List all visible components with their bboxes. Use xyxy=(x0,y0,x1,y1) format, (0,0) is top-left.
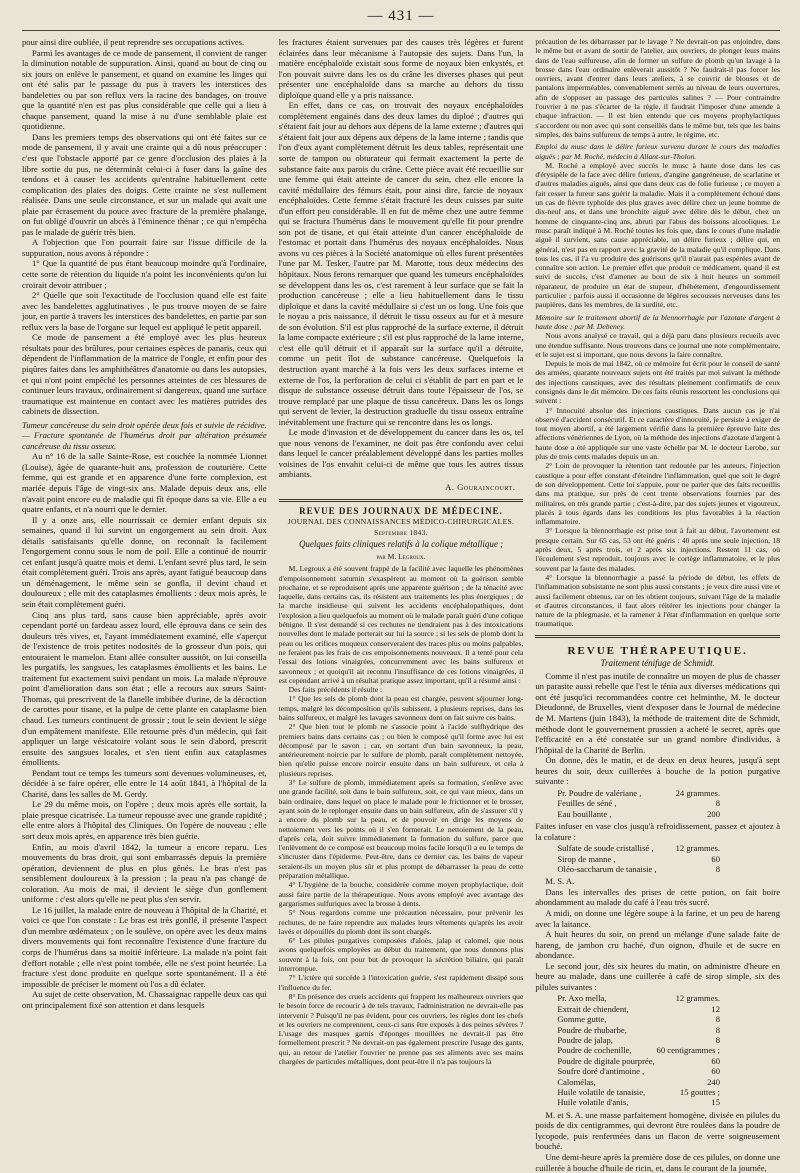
quantity: 12 xyxy=(711,1003,721,1014)
paragraph: 7° L'ictère qui succède à l'intoxication guérie, s'est rapidement dissipé sous l'influence du fer. xyxy=(278,973,524,992)
paragraph: 1° Que les sels de plomb dont la peau est chargée, peuvent séjourner long-temps, malgré les décomposition qu'ils subissent, à plusieurs reprises, dans les bains sulfureux, et malgré les lavages savonneux dont on fait suivre ces bains. xyxy=(278,694,524,722)
recipe-row xyxy=(535,843,780,853)
quantity: 8 xyxy=(715,798,721,809)
ingredient: Huile volatile d'anis, xyxy=(557,1097,629,1108)
columns xyxy=(22,37,781,1173)
ingredient: Sulfate de soude cristallisé , xyxy=(557,843,654,854)
ingredient: Poudre de jalap, xyxy=(557,1034,613,1045)
recipe-row xyxy=(535,1004,780,1014)
page-number: — 431 — xyxy=(367,8,435,24)
ingredient: Soufre doré d'antimoine , xyxy=(557,1066,645,1077)
quantity: 12 grammes. xyxy=(675,843,721,854)
paragraph: M. Legroux a été souvent frappé de la facilité avec laquelle les phénomènes d'empoisonnement saturnin s'exaspèrent au moment où la guérison semble prochaine, et se reproduisent après une apparente guérison ; de la ténacité avec laquelle, dans certains cas, ils résistent aux traitements les plus énergiques ; de la marche insidieuse qui suivent les accidents encéphalopathiques, dont l'explosion a lieu quelquefois au moment où le malade paraît guéri d'une colique bénigne. Il s'est demandé si ces rechutes ne tiendraient pas à des intoxications nouvelles dont le malade porterait sur lui la source ; si les sels de plomb dont la peau ou les orifices muqueux conserveraient des traces plus ou moins palpables, ne feraient pas les frais de ces empoisonnements nouveaux. Il a tenté pour cela l'essai des lotions vinaigrées, concurremment avec les bains sulfureux et savonneux ; et quoiqu'il ait reconnu l'insuffisance de ces lotions vinaigrées, il est cependant arrivé à un résultat pratique assez important, qu'il a résumé ainsi : xyxy=(278,564,524,685)
paragraph: Au sujet de cette observation, M. Chassaignac rappelle deux cas qui ont principalement fixé son attention et dans lesquels xyxy=(22,989,267,1010)
article-title: Traitement ténifuge de Schmidt. xyxy=(600,658,715,669)
paragraph: Pendant tout ce temps les tumeurs sont devenues volumineuses, et, décidée à se faire opérer, elle entre le 14 août 1841, à l'hôpital de la Charité, dans les salles de M. Gerdy. xyxy=(22,767,267,799)
paragraph: Enfin, au mois d'avril 1842, la tumeur a encore reparu. Les mouvements du bras droit, qui sont embarrassés depuis la première opération, deviennent de plus en plus gênés. Le bras n'est pas sensiblement douloureux à la pression ; la peau n'a pas changé de coloration. Au mois de mai, il devient le siège d'un gonflement uniforme : c'est alors qu'elle ne peut plus s'en servir. xyxy=(22,841,267,905)
paragraph: M. S. A. xyxy=(545,876,575,887)
recipe-row xyxy=(535,854,780,864)
recipe-row xyxy=(535,1066,780,1076)
paragraph: Au n° 16 de la salle Sainte-Rose, est couchée la nommée Lionnet (Louise), âgée de quarante-huit ans, profession de couturière. Cette femme, qui est grande et en apparence d'une forte complexion, est mariée depuis l'âge de vingt-six ans. Malade depuis deux ans, elle n'avait point encore eu de maladie qui fît époque dans sa vie. Elle a eu quatre enfants, et n'a nourri que le dernier. xyxy=(22,451,267,515)
paragraph: 2° Loin de provoquer la rétention tant redoutée par les auteurs, l'injection caustique a pour effet constant d'éteindre l'inflammation, quel que soit le degré de son développement. Cette loi s'appuie, pour ne parler que des faits recueillis dans ma pratique, sur près de cent trente observations fournies par des militaires, en très grande partie ; c'est-à-dire, par des sujets jeunes et vigoureux, placés à tous égards dans les conditions les plus favorables à la réaction inflammatoire. xyxy=(535,461,781,527)
section-title: REVUE DES JOURNAUX DE MÉDECINE. xyxy=(299,505,503,516)
article-title: Quelques faits cliniques relatifs à la colique métallique ; xyxy=(298,539,504,550)
ingredient: Oléo-saccharum de tanaisie , xyxy=(557,863,657,874)
section-title: REVUE THÉRAPEUTIQUE. xyxy=(567,644,748,657)
paragraph: A huit heures du soir, on prend un mélange d'une salade faite de hareng, de jambon cru haché, d'un oignon, d'huile et de sucre en abondance. xyxy=(535,929,781,961)
article-heading: Mémoire sur le traitement abortif de la blennorrhagie par l'azotate d'argent à haute dose ; par M. Debeney. xyxy=(535,312,781,331)
paragraph: Le second jour, dès six heures du matin, on administre d'heure en heure au malade, dans une cuillerée à café de sirop simple, six des pilules suivantes : xyxy=(535,960,781,992)
article-author: par M. Legroux. xyxy=(376,551,426,561)
paragraph: Dans les intervalles des prises de cette potion, on fait boire abondamment au malade du café à l'eau très sucré. xyxy=(535,886,781,908)
recipe-table xyxy=(535,843,780,874)
ingredient: Pr. Poudre de valériane , xyxy=(557,787,642,798)
ingredient: Pr. Axo mella, xyxy=(557,993,607,1004)
ingredient: Feuilles de séné , xyxy=(557,798,617,809)
ingredient: Calomélas, xyxy=(557,1076,596,1087)
paragraph: 2° Que bien tout le plomb ne s'associe point à l'acide sulfhydrique des premiers bains dans certains cas ; ou bien le composé qu'il forme avec lui est décomposé par le savon ; car, en sortant d'un bain savonneux, la peau, antérieurement noircie par le sulfure de plomb, paraît complètement nettoyée, bien qu'elle puisse encore noircir ensuite dans un bain sulfureux, et cela à plusieurs reprises. xyxy=(278,722,524,778)
quantity: 12 grammes. xyxy=(675,993,721,1004)
paragraph: les fractures étaient survenues par des causes très légères et furent éclairées dans leur mécanisme à l'autopsie des sujets. Dans l'un, la matière encéphaloïde existait sous forme de noyaux bien enkystés, et l'on pouvait suivre dans les os du crâne les diverses phases qui peut présenter une encéphaloïde dans sa marche au dehors du tissu diploïque quand elle y a pris naissance. xyxy=(278,37,524,100)
paragraph: M. Roché a employé avec succès le musc à haute dose dans les cas d'érysipèle de la face avec délire furieux, d'angine gangréneuse, de scarlatine et d'autres maladies aiguës, ainsi que dans deux cas de folie furieuse ; ce moyen a fait cesser la fureur sans guérir la maladie. Mais il a complètement échoué dans un cas de fièvre typhoïde des plus graves avec délire chez un jeune homme de dix-neuf ans, et dans une bronchite aiguë avec délire dès le début, chez un homme de cinquante-cinq ans, abruti par l'abus des boissons alcooliques. Le musc paraît indiqué à M. Roché toutes les fois que, dans le cours d'une maladie aiguë il survient, sans cause appréciable, un délire furieux ; délire qui, en général, n'est pas en rapport avec la gravité de la maladie qu'il complique. Dans tous les cas, il l'a vu produire des guérisons qu'il n'aurait pas espérées avant de connaître son action. Le premier effet que produit ce médicament, quand il est suivi de succès, c'est d'amener au bout de six à huit heures un sommeil réparateur, de produire un état de stupeur, d'hébétement, d'engourdissement particulier ; parfois aussi il occasionne de légères secousses nerveuses dans les paupières, dans les membres, de la surdité, etc. xyxy=(535,160,781,310)
recipe-row xyxy=(535,1056,780,1066)
paragraph: Faites infuser en vase clos jusqu'à refroidissement, passez et ajoutez à la colature : xyxy=(535,821,781,842)
left-column xyxy=(22,37,267,1131)
paragraph: Il y a onze ans, elle nourrissait ce dernier enfant depuis six semaines, quand il lui survint un engorgement au sein droit. Aux détails satisfaisants qu'elle donne, on reconnaît la facilement l'engorgement connu sous le nom de poil. Elle a continué de nourrir cet enfant jusqu'à quatre mois et demi. L'enfant sevré plus tard, le sein était complètement guéri. Trois ans après, ayant fatigué beaucoup dans un déménagement, le même sein se gonfla, il devint chaud et douloureux ; elle mit des cataplasmes émollients : deux mois après, le sein était complètement guéri. xyxy=(22,514,267,609)
ingredient: Sirop de manne , xyxy=(557,853,616,864)
ingredient: Poudre de rhubarbe, xyxy=(557,1024,627,1035)
paragraph: 4° L'hygiène de la bouche, considérée comme moyen prophylactique, doit aussi faire partie de la thérapeutique. Nous avons employé avec avantage des gargarismes sulfuriques avec la brosse à dents. xyxy=(278,880,524,908)
quantity: 8 xyxy=(715,863,721,874)
section-divider xyxy=(535,635,780,638)
ingredient: Poudre de digitale pourprée, xyxy=(557,1055,655,1066)
paragraph: Le 16 juillet, la malade entre de nouveau à l'hôpital de la Charité, et voici ce que l'on constate : Le bras est très gonflé, il présente l'aspect d'un membre œdémateux ; on le soulève, on opère avec les deux mains divers mouvements qui font reconnaître l'existence d'une fracture du corps de l'humérus dans sa moitié inférieure. La malade n'a point fait d'effort notable ; elle n'est point tombée, elle ne s'est point heurtée. La fracture s'est donc produite en quelque sorte spontanément. Il a été impossible de préciser le moment où l'os a dû éclater. xyxy=(22,904,267,989)
paragraph: Depuis le mois de mai 1842, où ce mémoire fut écrit pour le conseil de santé des armées, quarante nouveaux sujets ont été traités par moi suivant la méthode des injections caustiques, avec des résultats pleinement confirmatifs de ceux consignés dans le dit mémoire. De ces faits réunis ressortent les conclusions qui suivent : xyxy=(535,359,781,406)
quantity: 24 grammes. xyxy=(675,787,721,798)
paragraph: 2° Quelle que soit l'exactitude de l'occlusion quand elle est faite avec les bandelettes agglutinatives , le pus trouve moyen de se faire jour, en partie à travers les interstices des bandelettes, en partie par son reflux vers la base de l'organe sur lequel est appliqué le petit appareil. xyxy=(22,290,267,332)
quantity: 60 centigrammes ; xyxy=(656,1045,721,1056)
paragraph: 1° Innocuité absolue des injections caustiques. Dans aucun cas je n'ai observé d'accident consécutif. Et ce caractère d'innocuité, je persiste à exiger de tout moyen abortif, a été largement vérifié dans la première épreuve faite des affections vénériennes de Lyon, où la méthode des injections d'azotate d'argent à haute dose a été appliquée sur une vaste échelle par M. le docteur Lerobe, sur plus de trois cents malades depuis un an. xyxy=(535,405,781,462)
paragraph: M. et S. A. une masse parfaitement homogène, divisée en pilules du poids de dix centigrammes, qui devront être roulées dans la poudre de lycopode, puis renfermées dans un flacon de verre soigneusement bouché. xyxy=(535,1109,781,1152)
ingredient: Gomme gutte, xyxy=(557,1014,607,1025)
recipe-row xyxy=(535,1014,780,1024)
signature xyxy=(279,482,516,493)
ingredient: Poudre de cochenille, xyxy=(557,1045,632,1056)
quantity: 15 gouttes ; xyxy=(679,1087,721,1098)
recipe-row xyxy=(535,809,780,819)
paragraph: 1° Que la quantité de pus étant beaucoup moindre qu'à l'ordinaire, cette sorte de rétention du liquide n'a point les inconvénients qu'on lui croirait devoir attribuer ; xyxy=(22,258,267,290)
quantity: 60 xyxy=(711,1066,721,1077)
recipe-row xyxy=(535,1077,780,1087)
recipe-row xyxy=(535,798,780,808)
recipe-row xyxy=(535,864,780,874)
paragraph: précaution de les débarrasser par le lavage ? Ne devrait-on pas enjoindre, dans le même but et avant de sortir de l'atelier, aux ouvriers, de plonger leurs mains dans de l'eau sulfureuse, afin de former un sulfure de plomb qu'un lavage à la brosse dans l'eau ordinaire enlèverait aussitôt ? Ne faudrait-il pas forcer les ouvriers, avant d'entrer dans leurs ateliers, à se couvrir de blouses et de pantalons imperméables, convenablement serrés au niveau de leurs ouvertures, afin de s'opposer au passage des particules salines ? — Pour contraindre l'ouvrier à ne pas s'écarter de la règle, il faudrait l'imposer d'une amende à chaque infraction. — Il est bien entendu que ces moyens prophylactiques s'accordent ou non avec qui sont conseillés dans le même but, tels que les bains simples, des bains sulfureux de temps à autre, le régime, etc. xyxy=(535,37,781,139)
paragraph: A l'objection que l'on pourrait faire sur l'issue difficile de la suppuration, nous avons à répondre : xyxy=(22,237,267,258)
recipe-row xyxy=(535,1097,780,1107)
recipe-table xyxy=(535,788,780,819)
paragraph: A midi, on donne une légère soupe à la farine, et un peu de hareng avec la laitance. xyxy=(535,907,781,929)
paragraph: 6° Les pilules purgatives composées d'aloès, jalap et calomel, que nous avons quelquefois employées au début du traitement, que nous donnons plus souvent à la fois, ont pour but de provoquer la sécrétion biliaire, qui paraît interrompue. xyxy=(278,936,524,974)
paragraph: pour ainsi dire oubliée, il peut reprendre ses occupations actives. xyxy=(22,37,245,47)
paragraph: Dans les premiers temps des observations qui ont été faites sur ce mode de pansement, il y avait une crainte qui a dû nous préoccuper : c'est que l'obstacle apporté par ce genre d'occlusion des plaies à la libre sortie du pus, ne déterminât celui-ci à fuser dans la gaîne des tendons et à causer les accidents qu'entraîne habituellement cette complication des plaies des doigts. Cette crainte ne s'est nullement réalisée. Dans une seule circonstance, et sur un malade qui avait une plaie par écrasement du pouce avec fracture de la première phalange, on fut obligé d'ouvrir un abcès à l'éminence thénar ; ce qui n'empêcha pas le malade de guérir très bien. xyxy=(22,131,267,237)
recipe-row xyxy=(535,1025,780,1035)
paragraph: 4° Lorsque la blennorrhagie a passé la période de début, les effets de l'inflammation subsistante ne sont plus aussi constants ; je veux dire aussi vite et aussi facilement obtenus, car on les obtient toujours, suivant l'âge de la maladie et d'autres circonstances, il faut alors réitérer les injections pour changer la nature de la phlegmasie, et la ramener à l'état d'inflammation en quelque sorte traumatique. xyxy=(535,572,781,629)
middle-column xyxy=(279,37,524,1131)
quantity: 8 xyxy=(715,1034,721,1045)
recipe-table xyxy=(535,993,780,1107)
quantity: 8 xyxy=(715,1024,721,1035)
paragraph: Une demi-heure après la première dose de ces pilules, on donne une cuillerée à bouche d'huile de ricin, et, dans le courant de la journée, xyxy=(535,1152,781,1173)
recipe-row xyxy=(535,1087,780,1097)
case-heading: Tumeur cancéreuse du sein droit opérée deux fois et suivie de récidive. — Fracture spontanée de l'humérus droit par altération présumée cancéreuse du tissu osseux. xyxy=(22,419,267,451)
recipe-row xyxy=(535,1035,780,1045)
recipe-row xyxy=(535,993,780,1003)
paragraph: 8° En présence des cruels accidents qui frappent les malheureux ouvriers que le besoin force de recourir à de tels travaux, l'administration ne devrait-elle pas intervenir ? Puisqu'il ne pas évident, pour ces ouvriers, les règles dont les chefs et les ouvriers ne comprennent, ceux-ci sans être exposés à des peines sévères ? L'usage des masques garnis d'éponges mouillées ne devrait-il pas être formellement prescrit ? Ne devrait-on pas également prescrire l'usage des gants, qui, au retour de l'atelier l'ouvrier ne prenne pas ses aliments avec ses mains chargées de particules métalliques, dont peut-être il n'a pas toujours la xyxy=(278,991,524,1066)
author-name: A. Gouraincourt. xyxy=(445,481,516,492)
paragraph: Le mode d'invasion et de développement du cancer dans les os, tel que nous venons de l'examiner, ne doit pas être confondu avec celui dans lequel le cancer préalablement développé dans les parties molles voisines de l'os envahit celui-ci de même que tous les autres tissus ambiants. xyxy=(278,427,524,480)
quantity: 15 xyxy=(711,1097,721,1108)
recipe-row xyxy=(535,788,780,798)
right-column xyxy=(535,37,781,1173)
journal-source: JOURNAL DES CONNAISSANCES MÉDICO-CHIRURGICALES. Septembre 1843. xyxy=(287,517,515,537)
recipe-row xyxy=(535,1045,780,1055)
paragraph: Le 29 du même mois, on l'opère ; deux mois après elle sortait, la plaie presque cicatrisée. La tumeur repousse avec une grande rapidité ; elle entre alors à l'hôpital des Cliniques. On l'opère de nouveau ; elle sort deux mois après, en apparence très bien guérie. xyxy=(22,799,267,842)
quantity: 60 xyxy=(711,1055,721,1066)
paragraph: Des faits précédents il résulte : xyxy=(288,685,383,695)
quantity: 8 xyxy=(715,1014,721,1025)
paragraph: On donne, dès le matin, et de deux en deux heures, jusqu'à sept heures du soir, deux cuillerées à bouche de la potion purgative suivante : xyxy=(535,755,781,787)
paragraph: 3° Le sulfure de plomb, immédiatement après sa formation, s'enlève avec une grande facilité, soit dans le bain sulfureux, soit, ce qui vaut mieux, dans un bain ordinaire, dans lequel on place le malade pour le frictionner et le brosser, ayant soin de le replonger ensuite dans un bain sulfureux, afin de s'assurer s'il y a encore du plomb sur la peau, et de pouvoir en dirige les moyens de nettoiement vers les points où il s'en formerait. Le nettoiement de la peau, d'après cela, doit suivre immédiatement la formation du sulfure, parce que l'enlèvement de ce composé est beaucoup moins facile lorsqu'il a eu le temps de s'incruster dans l'épiderme. Peut-être, dans ce dernier cas, les bains de vapeur seraient-ils un moyen plus sûr et plus prompt de débarrasser la peau de cette préparation métallique. xyxy=(278,778,524,881)
paragraph: Nous avons analysé ce travail, qui a déjà paru dans plusieurs recueils avec une étendue suffisante. Nous trouvons dans ce journal une note complémentaire, et le sujet est si important, que nous devons la faire connaître. xyxy=(535,331,781,359)
paragraph: Parmi les avantages de ce mode de pansement, il convient de ranger la diminution notable de suppuration. Ainsi, quand au bout de cinq ou six jours on enlève le pansement, et quand on examine les linges qui ont été salis par le passage du pus à travers les interstices des bandelettes ou par son reflux vers la racine des bandages, on trouve que la quantité n'en est pas plus considérable que celle qui a lieu à chaque pansement, quand la mise à nu d'une semblable plaie est quotidienne. xyxy=(22,47,267,132)
paragraph: Ce mode de pansement a été employé avec les plus heureux résultats pour des brûlures, pour certaines espèces de panaris, ceux qui dépendent de l'inflammation de la matrice de l'ongle, et enfin pour des piqûres faites dans les amphithéâtres d'anatomie ou dans les autopsies, et qui n'ont point empêché les personnes atteintes de ces blessures de continuer leurs travaux, ordinairement si dangereux, quand une surface traumatique est maintenue en contact avec les matières putrides des cabinets de dissection. xyxy=(22,332,267,417)
paragraph: 3° Lorsque la blennorrhagie est prise tout à fait au début, l'avortement est presque certain. Sur 65 cas, 53 ont été guéris : 40 après une seule injection, 18 après deux, 5 après trois, et 2 après six injections. Restent 11 cas, où l'écoulement s'est reproduit, toujours avec le cortège inflammatoire, et le plus souvent par la faute des malades. xyxy=(535,526,781,573)
paragraph: 5° Nous regardons comme une précaution nécessaire, pour prévenir les rechutes, de ne faire reprendre aux malades leurs vêtements qu'après les avoir lavés et dépouillés du plomb dont ils sont chargés. xyxy=(278,908,524,936)
quantity: 60 xyxy=(711,853,721,864)
quantity: 240 xyxy=(707,1076,721,1087)
paragraph: Cinq ans plus tard, sans cause bien appréciable, après avoir cependant porté un fardeau assez lourd, elle éprouva dans ce sein des douleurs très vives, et, l'ayant immédiatement examiné, elle s'aperçut de l'existence de trois petites nodosités de la grosseur d'un pois, qui entouraient le mamelon. Etant allée consulter aussitôt, on lui conseilla les purgatifs, les sangsues, les cataplasmes émollients et les bains. Le traitement fut exactement suivi pendant un mois. La malade n'éprouve point d'amélioration dans son état ; elle a recours aux sœurs Saint-Thomas, qui prescrivent de la flanelle imbibée d'urine, de la décoction de carottes pour tisane, et la pulpe de cette plante en cataplasme bien chaud. Les tumeurs continuent de grossir ; tout le sein devient le siège d'un empâtement manifeste. Elle retourne près d'un médecin, qui fait appliquer un large vésicatoire volant sous le sein d'abord, prescrit ensuite des sangsues locales, et s'en tient enfin aux cataplasmes émollients. xyxy=(22,609,267,768)
ingredient: Extrait de chiendent, xyxy=(557,1003,629,1014)
ingredient: Huile volatile de tanaisie, xyxy=(557,1087,646,1098)
paragraph: Comme il n'est pas inutile de connaître un moyen de plus de chasser un parasite aussi rebelle que l'est le ténia aux diverses médications qui ont été jusqu'ici recommandées contre cet helminthe, M. le docteur Dieudonné, de Bruxelles, vient d'exposer dans le Journal de médecine de M. Martens (juin 1843), la méthode de traitement dite de Schmidt, méthode dont le gouvernement prussien a acheté le secret, après que l'efficacité en a été constatée sur un grand nombre d'individus, à l'hôpital de la Charité de Berlin. xyxy=(535,670,781,755)
header-rule xyxy=(22,30,780,31)
ingredient: Eau bouillante , xyxy=(557,808,612,819)
section-divider xyxy=(279,499,524,502)
paragraph: En effet, dans ce cas, on trouvait des noyaux encéphaloïdes complètement engainés dans des deux lames du diploé ; d'autres qui s'étaient fait jour au dehors aux dépens de la lame externe ; d'autres qui s'étaient fait jour aux dépens aux dépens de la lame interne ; tandis que l'on d'eux ayant complètement détruit les deux tables, représentait une sorte de tampon ou obturateur qui fermait exactement la perte de substance faite aux parois du crâne. Cette pièce avait été recueillie sur une femme qui était atteinte de cancer du sein, chez elle encore la cavité médullaire des fémurs était, pour ainsi dire, farcie de noyaux encéphaloïdes. Cette femme s'était fracturé les deux cuisses par suite d'un effort peu considérable. Il en fut de même chez une autre femme qui se fractura l'humérus dans le mouvement qu'elle fit pour prendre son pot de tisane, et qui était atteinte d'un cancer encéphaloïde de l'estomac et portait dans l'humérus des noyaux encéphaloïdes. Nous avons vu ces pièces à la Société anatomique où elles furent présentées l'une par M. Tesker, l'autre par M. Marotte, tous deux médecins des hôpitaux. Nous ferons remarquer que quand les tumeurs encéphaloïdes se développent dans les os, c'est rarement à leur surface que se fait la production cancéreuse ; elle a lieu habituellement dans le tissu diploïque et dans la cavité médullaire si c'est un os long. Une fois que le noyau a pris naissance, il détruit le tissu osseux au fur et à mesure de son évolution. S'il est plus rapproché de la surface externe, il détruit la lame compacte extérieure ; s'il est plus rapproché de la lame interne, c'est elle qu'il détruit et il apparaît sur la surface qu'il a détruite, comme un petit îlot de substance cancéreuse. Quelquefois la destruction ayant marché à la fois vers les deux surfaces interne et externe de l'os, la perforation de celui ci s'établit de part en part et le disque de substance osseuse détruit dans toute l'épaisseur de l'os, se trouve remplacé par une plaque de tissu cancéreux. Dans les os longs qui servent de levier, la destruction graduelle du tissu osseux entraîne inévitablement une fracture qui se rencontre dans les os longs. xyxy=(278,100,524,427)
article-heading: Emploi du musc dans le délire furieux survenu durant le cours des maladies aiguës ; par M. Roché, médecin à Allant-sur-Tholon. xyxy=(535,142,781,161)
quantity: 200 xyxy=(707,808,721,819)
